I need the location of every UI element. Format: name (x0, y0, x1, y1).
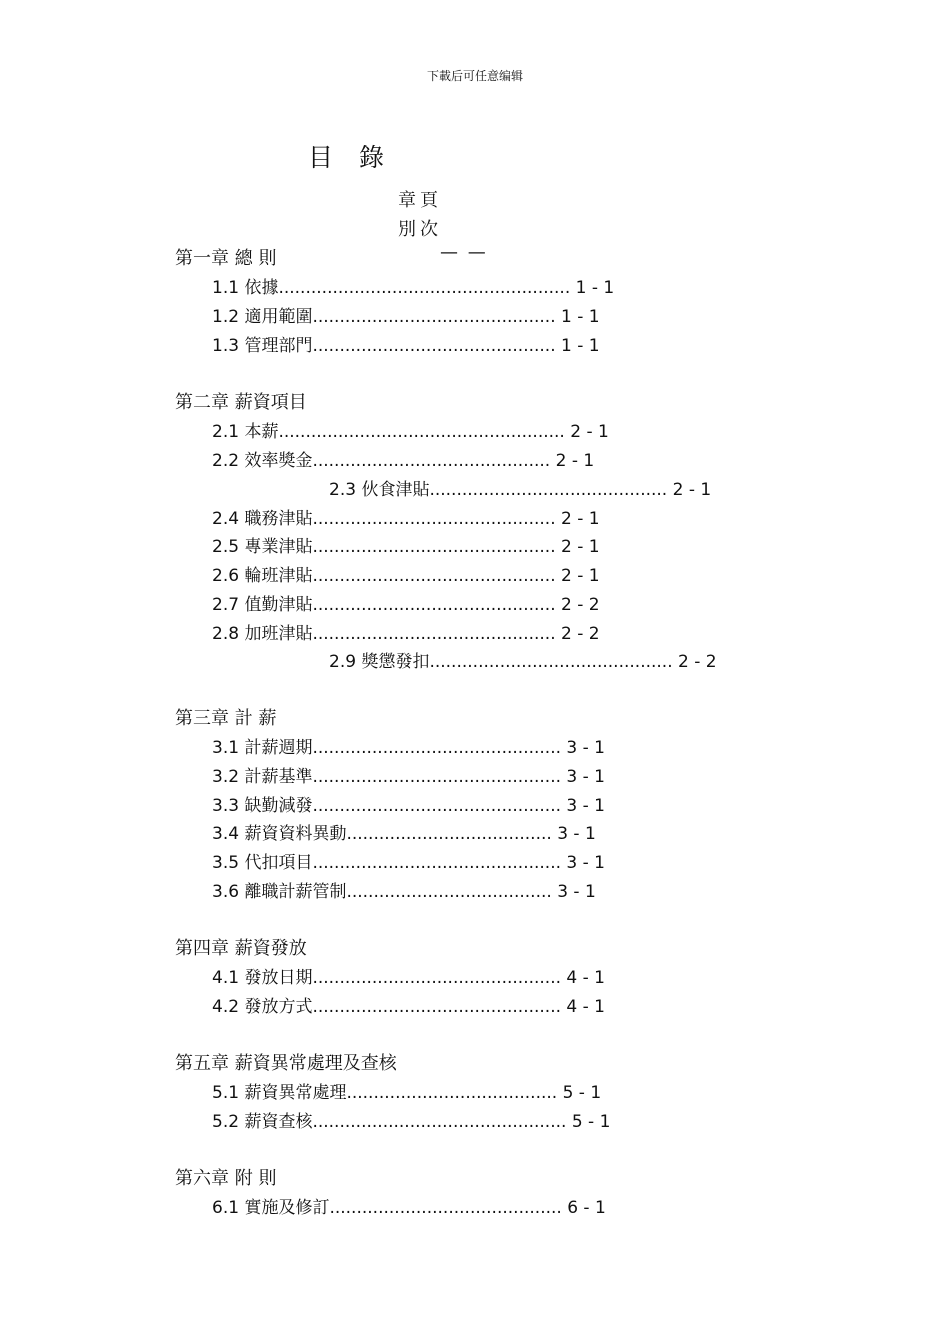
chapter-3-heading: 第三章 計 薪 (175, 708, 277, 729)
toc-entry-3-5: 3.5 代扣項目.............................................. 3 - 1 (212, 853, 605, 873)
page-header: 下載后可任意编辑 (426, 69, 523, 83)
toc-entry-2-7: 2.7 值勤津貼............................................. 2 - 2 (212, 595, 600, 615)
column-head-line1: 章頁 (398, 190, 442, 211)
toc-entry-5-2: 5.2 薪資查核............................................... 5 - 1 (212, 1112, 611, 1132)
toc-entry-3-2: 3.2 計薪基準.............................................. 3 - 1 (212, 767, 605, 787)
toc-entry-4-2: 4.2 發放方式.............................................. 4 - 1 (212, 997, 605, 1017)
toc-entry-4-1: 4.1 發放日期.............................................. 4 - 1 (212, 968, 605, 988)
toc-entry-3-1: 3.1 計薪週期.............................................. 3 - 1 (212, 738, 605, 758)
toc-entry-2-1: 2.1 本薪..................................................... 2 - 1 (212, 422, 609, 442)
toc-entry-2-4: 2.4 職務津貼............................................. 2 - 1 (212, 509, 600, 529)
toc-entry-1-1: 1.1 依據...................................................... 1 - 1 (212, 278, 615, 298)
toc-entry-2-5: 2.5 專業津貼............................................. 2 - 1 (212, 537, 600, 557)
toc-entry-3-4: 3.4 薪資資料異動...................................... 3 - 1 (212, 824, 596, 844)
toc-entry-2-2: 2.2 效率獎金............................................ 2 - 1 (212, 451, 595, 471)
chapter-2-heading: 第二章 薪資項目 (175, 392, 307, 413)
toc-entry-3-6: 3.6 離職計薪管制...................................... 3 - 1 (212, 882, 596, 902)
chapter-5-heading: 第五章 薪資異常處理及查核 (175, 1053, 397, 1074)
column-head-line2: 別次 (398, 219, 442, 240)
toc-entry-6-1: 6.1 實施及修訂........................................... 6 - 1 (212, 1198, 606, 1218)
toc-entry-2-9: 2.9 獎懲發扣............................................. 2 - 2 (329, 652, 717, 672)
toc-entry-2-8: 2.8 加班津貼............................................. 2 - 2 (212, 624, 600, 644)
chapter-1-heading: 第一章 總 則 (175, 248, 277, 269)
toc-entry-3-3: 3.3 缺勤減發.............................................. 3 - 1 (212, 796, 605, 816)
toc-entry-1-2: 1.2 適用範圍............................................. 1 - 1 (212, 307, 600, 327)
chapter-1-dash: — — (440, 242, 488, 263)
toc-entry-1-3: 1.3 管理部門............................................. 1 - 1 (212, 336, 600, 356)
toc-title: 目錄 (308, 143, 411, 172)
toc-entry-2-6: 2.6 輪班津貼............................................. 2 - 1 (212, 566, 600, 586)
toc-entry-2-3: 2.3 伙食津貼............................................ 2 - 1 (329, 480, 712, 500)
chapter-6-heading: 第六章 附 則 (175, 1168, 277, 1189)
toc-entry-5-1: 5.1 薪資異常處理....................................... 5 - 1 (212, 1083, 602, 1103)
chapter-4-heading: 第四章 薪資發放 (175, 938, 307, 959)
